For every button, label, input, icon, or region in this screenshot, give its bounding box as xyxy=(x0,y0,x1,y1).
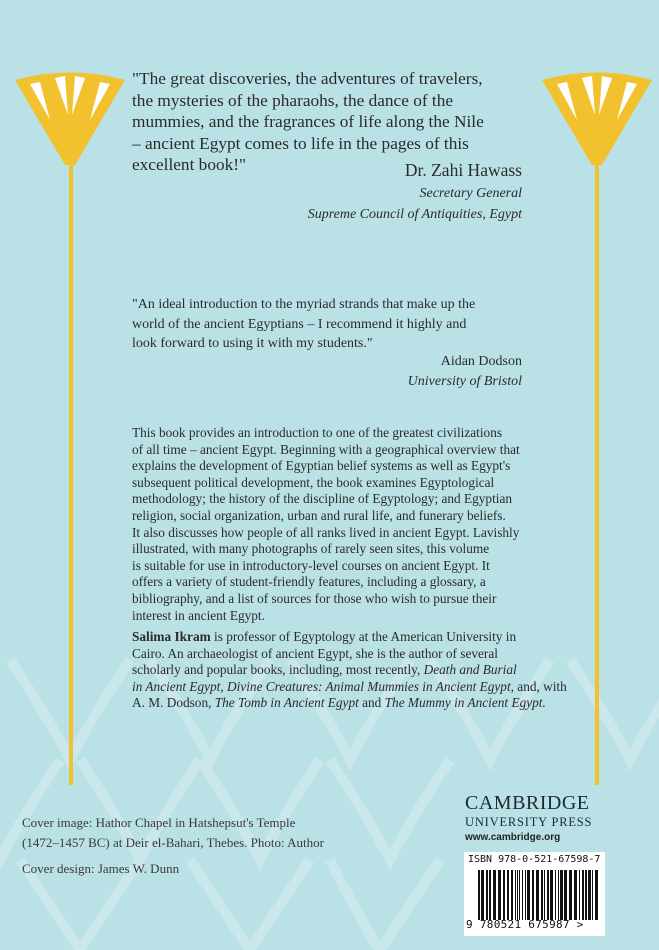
barcode-bar xyxy=(564,870,567,920)
credit-line: (1472–1457 BC) at Deir el-Bahari, Thebes. Photo: Author xyxy=(22,835,324,850)
barcode-bar xyxy=(569,870,572,920)
barcode-bar xyxy=(560,870,563,920)
quote-line: the mysteries of the pharaohs, the dance of the xyxy=(132,90,454,110)
barcode-bar xyxy=(574,870,577,920)
description-line: methodology; the history of the discipline of Egyptology; and Egyptian xyxy=(132,491,513,507)
bio-text: scholarly and popular books, including, most recently, xyxy=(132,662,424,678)
description-line: is suitable for use in introductory-level courses on ancient Egypt. It xyxy=(132,557,490,573)
bio-text: and, with xyxy=(513,678,567,694)
barcode-bar xyxy=(503,870,505,920)
publisher-name: CAMBRIDGE xyxy=(465,792,590,814)
lotus-stem-right xyxy=(595,160,599,785)
barcode-bar xyxy=(522,870,523,920)
bio-text: and xyxy=(358,695,385,711)
bio-text: A. M. Dodson, xyxy=(132,695,215,711)
lotus-ornament-left xyxy=(10,60,130,170)
quote-line: look forward to using it with my students." xyxy=(132,336,373,351)
description-line: interest in ancient Egypt. xyxy=(132,607,265,623)
quote-line: – ancient Egypt comes to life in the pages of this xyxy=(132,133,469,153)
barcode-bar xyxy=(541,870,543,920)
quote-line: world of the ancient Egyptians – I recommend it highly and xyxy=(132,316,467,332)
publisher-subtitle: UNIVERSITY PRESS xyxy=(465,815,593,829)
barcode-bar xyxy=(498,870,501,920)
barcode-bar xyxy=(519,870,520,920)
isbn-label: ISBN 978-0-521-67598-7 xyxy=(468,854,601,865)
endorsement-dodson xyxy=(132,295,475,354)
barcode-bar xyxy=(547,870,549,920)
barcode-bar xyxy=(527,870,530,920)
barcode-bar xyxy=(544,870,545,920)
barcode-bar xyxy=(592,870,593,920)
barcode-bar xyxy=(550,870,553,920)
barcode-bar xyxy=(478,870,480,920)
description-line: religion, social organization, urban and rural life, and funerary beliefs. xyxy=(132,507,506,523)
isbn-barcode xyxy=(464,852,605,936)
author-affiliation: University of Bristol xyxy=(407,374,522,389)
barcode-bar xyxy=(536,870,539,920)
cover-image-credit xyxy=(22,813,324,853)
barcode-bar xyxy=(585,870,587,920)
barcode-bar xyxy=(493,870,496,920)
barcode-bar xyxy=(582,870,584,920)
description-line: It also discusses how people of all ranks lived in ancient Egypt. Lavishly xyxy=(132,524,520,540)
publisher-url: www.cambridge.org xyxy=(465,832,561,843)
barcode-bar xyxy=(555,870,556,920)
book-title: Death and Burial xyxy=(423,662,517,678)
barcode-bar xyxy=(489,870,491,920)
author-title: Secretary General xyxy=(419,186,522,201)
barcode-bar xyxy=(595,870,598,920)
quote-author: Dr. Zahi Hawass xyxy=(404,160,522,180)
isbn-digits: 9 780521 675987 > xyxy=(466,918,584,931)
quote-line: "An ideal introduction to the myriad strands that make up the xyxy=(132,297,476,312)
quote-line: "The great discoveries, the adventures of travelers, xyxy=(132,69,483,88)
description-line: offers a variety of student-friendly features, including a glossary, a xyxy=(132,574,486,590)
author-name: Salima Ikram xyxy=(132,629,211,644)
barcode-bar xyxy=(558,870,559,920)
barcode-bar xyxy=(486,870,488,920)
barcode-bars xyxy=(478,870,598,920)
book-title: The Mummy in Ancient Egypt. xyxy=(384,695,546,711)
author-organization: Supreme Council of Antiquities, Egypt xyxy=(307,207,522,222)
barcode-bar xyxy=(507,870,509,920)
description-line: subsequent political development, the book examines Egyptological xyxy=(132,474,495,490)
description-line: This book provides an introduction to one of the greatest civilizations xyxy=(132,425,503,440)
book-title: The Tomb in Ancient Egypt xyxy=(214,695,359,711)
lotus-ornament-right xyxy=(537,60,657,170)
barcode-bar xyxy=(511,870,513,920)
quote-line: mummies, and the fragrances of life along the Nile xyxy=(132,112,484,131)
barcode-bar xyxy=(515,870,516,920)
description-line: explains the development of Egyptian belief systems as well as Egypt's xyxy=(132,458,511,474)
book-description xyxy=(132,425,542,624)
quote-line: excellent book!" xyxy=(132,155,247,174)
barcode-bar xyxy=(532,870,534,920)
barcode-bar xyxy=(481,870,484,920)
cover-design-credit: Cover design: James W. Dunn xyxy=(22,861,180,876)
description-line: illustrated, with many photographs of rarely seen sites, this volume xyxy=(132,541,490,557)
publisher-logo xyxy=(465,792,592,845)
barcode-bar xyxy=(579,870,580,920)
barcode-bar xyxy=(588,870,591,920)
credit-line: Cover image: Hathor Chapel in Hatshepsut's Temple xyxy=(22,815,296,830)
book-title: in Ancient Egypt, Divine Creatures: Animal Mummies in Ancient Egypt, xyxy=(132,678,514,694)
barcode-bar xyxy=(517,870,518,920)
lotus-stem-left xyxy=(69,160,73,785)
barcode-bar xyxy=(525,870,526,920)
description-line: of all time – ancient Egypt. Beginning with a geographical overview that xyxy=(132,441,520,457)
bio-text: is professor of Egyptology at the American University in xyxy=(210,629,517,644)
bio-text: Cairo. An archaeologist of ancient Egypt, she is the author of several xyxy=(132,645,498,661)
description-line: bibliography, and a list of sources for those who wish to pursue their xyxy=(132,590,497,606)
author-bio xyxy=(132,629,567,712)
quote-author: Aidan Dodson xyxy=(440,354,522,369)
